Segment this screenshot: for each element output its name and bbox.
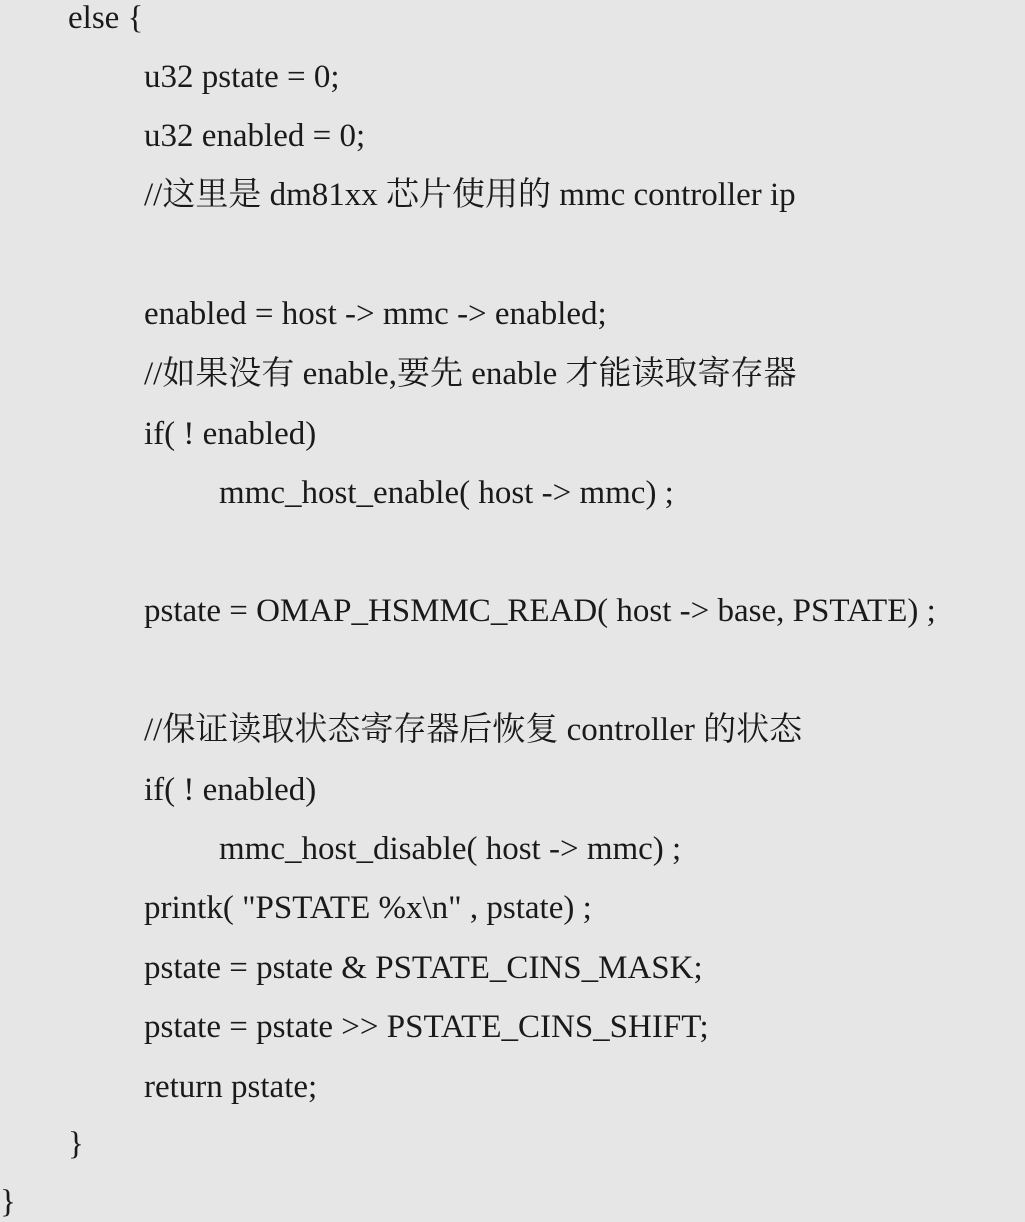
code-line-21: } — [0, 1184, 16, 1220]
code-comment-line: //这里是 dm81xx 芯片使用的 mmc controller ip — [144, 177, 796, 213]
code-line-20: } — [68, 1126, 84, 1162]
code-line-3: u32 enabled = 0; — [144, 118, 366, 154]
code-line-6: enabled = host -> mmc -> enabled; — [144, 296, 607, 332]
code-line-9: mmc_host_enable( host -> mmc) ; — [219, 475, 674, 511]
code-comment-line: //如果没有 enable,要先 enable 才能读取寄存器 — [144, 356, 797, 392]
code-line-14: if( ! enabled) — [144, 772, 317, 808]
code-line-8: if( ! enabled) — [144, 416, 317, 452]
code-line-16: printk( "PSTATE %x\n" , pstate) ; — [144, 890, 592, 926]
code-line-1: else { — [68, 0, 144, 36]
code-line-15: mmc_host_disable( host -> mmc) ; — [219, 831, 682, 867]
code-line-2: u32 pstate = 0; — [144, 59, 340, 95]
code-line-19: return pstate; — [144, 1069, 318, 1105]
code-line-17: pstate = pstate & PSTATE_CINS_MASK; — [144, 950, 703, 986]
code-comment-line: //保证读取状态寄存器后恢复 controller 的状态 — [144, 712, 803, 748]
code-line-18: pstate = pstate >> PSTATE_CINS_SHIFT; — [144, 1009, 709, 1045]
code-line-11: pstate = OMAP_HSMMC_READ( host -> base, PSTATE) ; — [144, 593, 936, 629]
